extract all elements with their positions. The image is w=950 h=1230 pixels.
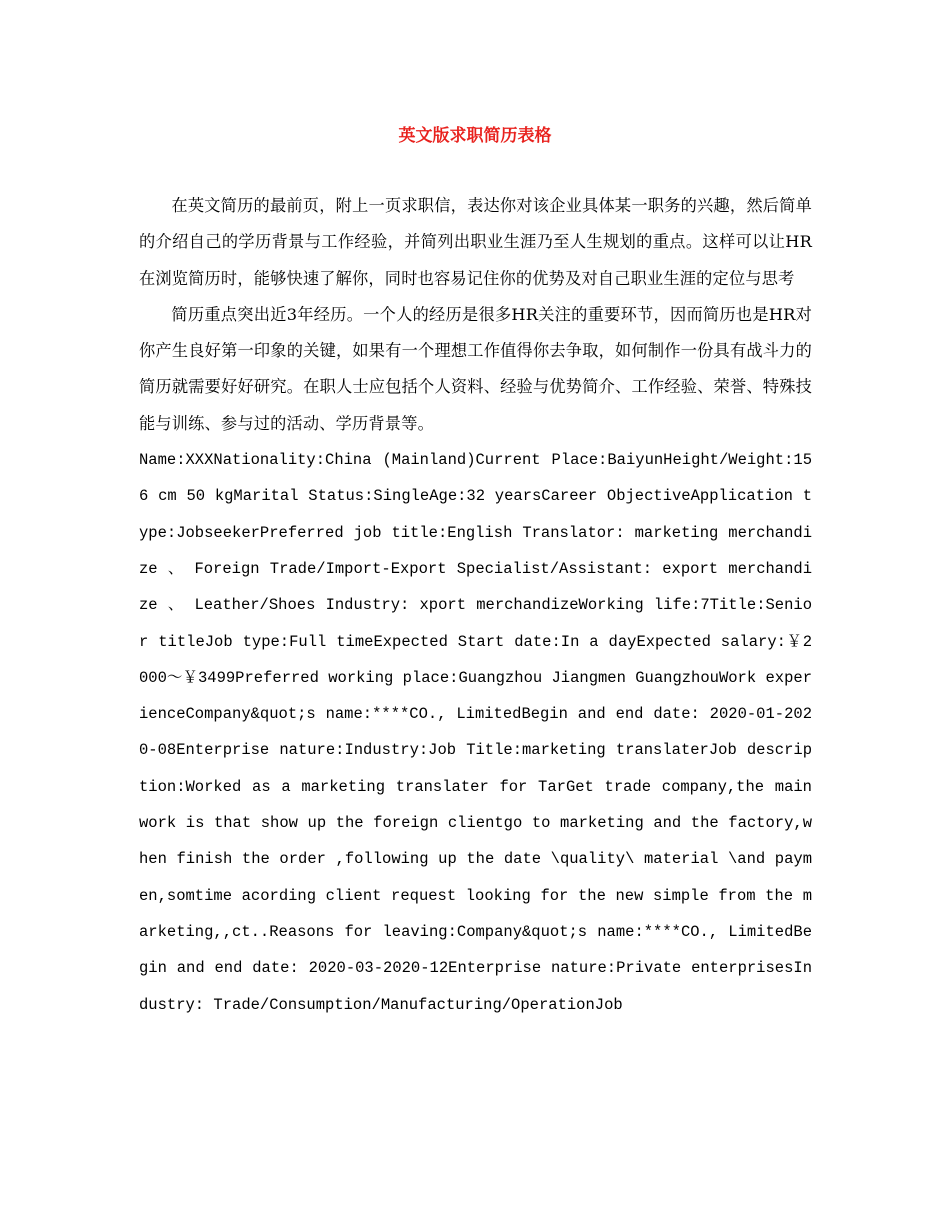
paragraph-cover-letter: 在英文简历的最前页，附上一页求职信，表达你对该企业具体某一职务的兴趣，然后简单的介绍自己的学历背景与工作经验，并简列出职业生涯乃至人生规划的重点。这样可以让HR在浏览简历时，能够快速了解你，同时也容易记住你的优势及对自己职业生涯的定位与思考 bbox=[139, 196, 812, 288]
paragraph-recent-experience: 简历重点突出近3年经历。一个人的经历是很多HR关注的重要环节，因而简历也是HR对你产生良好第一印象的关键，如果有一个理想工作值得你去争取，如何制作一份具有战斗力的简历就需要好好研究。在职人士应包括个人资料、经验与优势简介、工作经验、荣誉、特殊技能与训练、参与过的活动、学历背景等。 bbox=[139, 304, 812, 433]
document-body bbox=[139, 188, 812, 1023]
document-title: 英文版求职简历表格 bbox=[398, 126, 552, 146]
resume-details-text: Name:XXXNationality:China (Mainland)Current Place:BaiyunHeight/Weight:156 cm 50 kgMarital Status:SingleAge:32 yearsCareer ObjectiveApplication type:JobseekerPreferred job title:English Translator: marketing merchandize 、 Foreign Trade/Import-Export Specialist/Assistant: export merchandize 、 Leather/Shoes Industry: xport merchandizeWorking life:7Title:Senior titleJob type:Full timeExpected Start date:In a dayExpected salary:￥2000～￥3499Preferred working place:Guangzhou Jiangmen GuangzhouWork experienceCompany&quot;s name:****CO., LimitedBegin and end date: 2020-01-2020-08Enterprise nature:Industry:Job Title:marketing translaterJob description:Worked as a marketing translater for TarGet trade company,the main work is that show up the foreign clientgo to marketing and the factory,when finish the order ,following up the date \quality\ material \and paymen,somtime acording client request looking for the new simple from the marketing,,ct..Reasons for leaving:Company&quot;s name:****CO., LimitedBegin and end date: 2020-03-2020-12Enterprise nature:Private enterprisesIndustry: Trade/Consumption/Manufacturing/OperationJob bbox=[139, 451, 812, 1014]
